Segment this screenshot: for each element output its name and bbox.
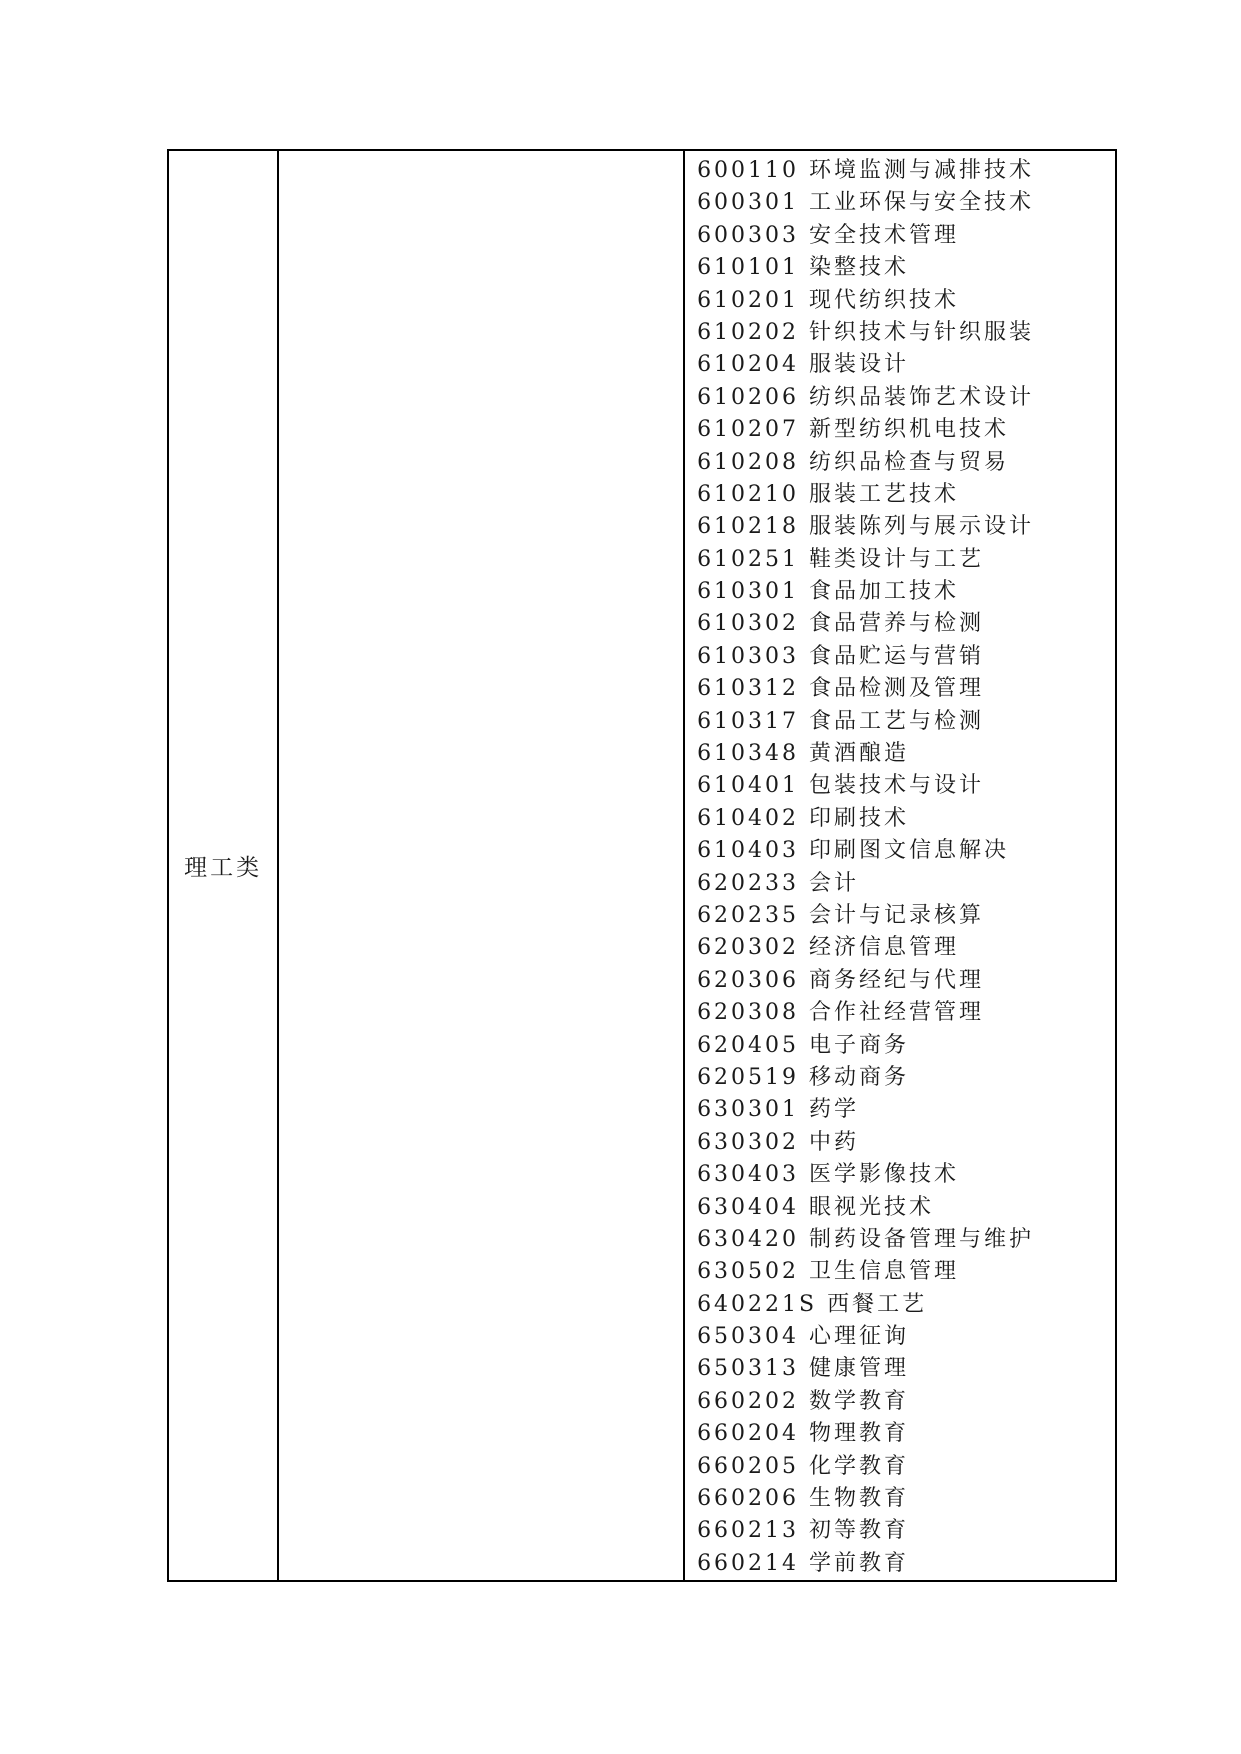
list-item: 660204 物理教育 — [697, 1421, 910, 1447]
list-item: 630420 制药设备管理与维护 — [697, 1226, 1035, 1252]
list-item: 640221S 西餐工艺 — [697, 1291, 928, 1317]
list-item: 660206 生物教育 — [697, 1486, 910, 1512]
list-item: 610317 食品工艺与检测 — [697, 708, 985, 734]
list-item: 610348 黄酒酿造 — [697, 741, 910, 767]
list-item: 620405 电子商务 — [697, 1032, 910, 1058]
list-item: 600301 工业环保与安全技术 — [697, 190, 1035, 216]
list-item: 660213 初等教育 — [697, 1518, 910, 1544]
list-item: 630502 卫生信息管理 — [697, 1259, 960, 1285]
category-cell — [168, 150, 278, 1581]
list-item: 610204 服装设计 — [697, 352, 910, 378]
list-item: 610202 针织技术与针织服装 — [697, 319, 1035, 345]
list-item: 630301 药学 — [697, 1097, 860, 1123]
list-item: 610402 印刷技术 — [697, 805, 910, 831]
list-item: 620519 移动商务 — [697, 1064, 910, 1090]
table-row — [168, 150, 1116, 1581]
list-item: 630403 医学影像技术 — [697, 1162, 960, 1188]
category-label: 理工类 — [184, 855, 263, 882]
list-item: 620306 商务经纪与代理 — [697, 967, 985, 993]
list-item: 620308 合作社经营管理 — [697, 1000, 985, 1026]
list-item: 650313 健康管理 — [697, 1356, 910, 1382]
list-item: 610403 印刷图文信息解决 — [697, 838, 1010, 864]
list-item: 610208 纺织品检查与贸易 — [697, 449, 1010, 475]
list-item: 620233 会计 — [697, 870, 860, 896]
list-item: 660202 数学教育 — [697, 1388, 910, 1414]
middle-cell — [278, 150, 684, 1581]
list-item: 620235 会计与记录核算 — [697, 902, 985, 928]
majors-cell — [684, 150, 1116, 1581]
list-item: 610301 食品加工技术 — [697, 579, 960, 605]
list-item: 630404 眼视光技术 — [697, 1194, 935, 1220]
list-item: 620302 经济信息管理 — [697, 935, 960, 961]
list-item: 650304 心理征询 — [697, 1324, 910, 1350]
list-item: 610210 服装工艺技术 — [697, 481, 960, 507]
list-item: 610207 新型纺织机电技术 — [697, 417, 1010, 443]
list-item: 610201 现代纺织技术 — [697, 287, 960, 313]
list-item: 600303 安全技术管理 — [697, 222, 960, 248]
list-item: 610218 服装陈列与展示设计 — [697, 514, 1035, 540]
list-item: 610206 纺织品装饰艺术设计 — [697, 384, 1035, 410]
list-item: 660214 学前教育 — [697, 1550, 910, 1576]
list-item: 610251 鞋类设计与工艺 — [697, 546, 985, 572]
list-item: 610101 染整技术 — [697, 255, 910, 281]
list-item: 610303 食品贮运与营销 — [697, 643, 985, 669]
list-item: 600110 环境监测与减排技术 — [697, 158, 1035, 183]
list-item: 610401 包装技术与设计 — [697, 773, 985, 799]
list-item: 610312 食品检测及管理 — [697, 676, 985, 702]
list-item: 630302 中药 — [697, 1129, 860, 1155]
list-item: 610302 食品营养与检测 — [697, 611, 985, 637]
majors-list — [685, 151, 1115, 1580]
majors-table — [167, 149, 1117, 1582]
list-item: 660205 化学教育 — [697, 1453, 910, 1479]
